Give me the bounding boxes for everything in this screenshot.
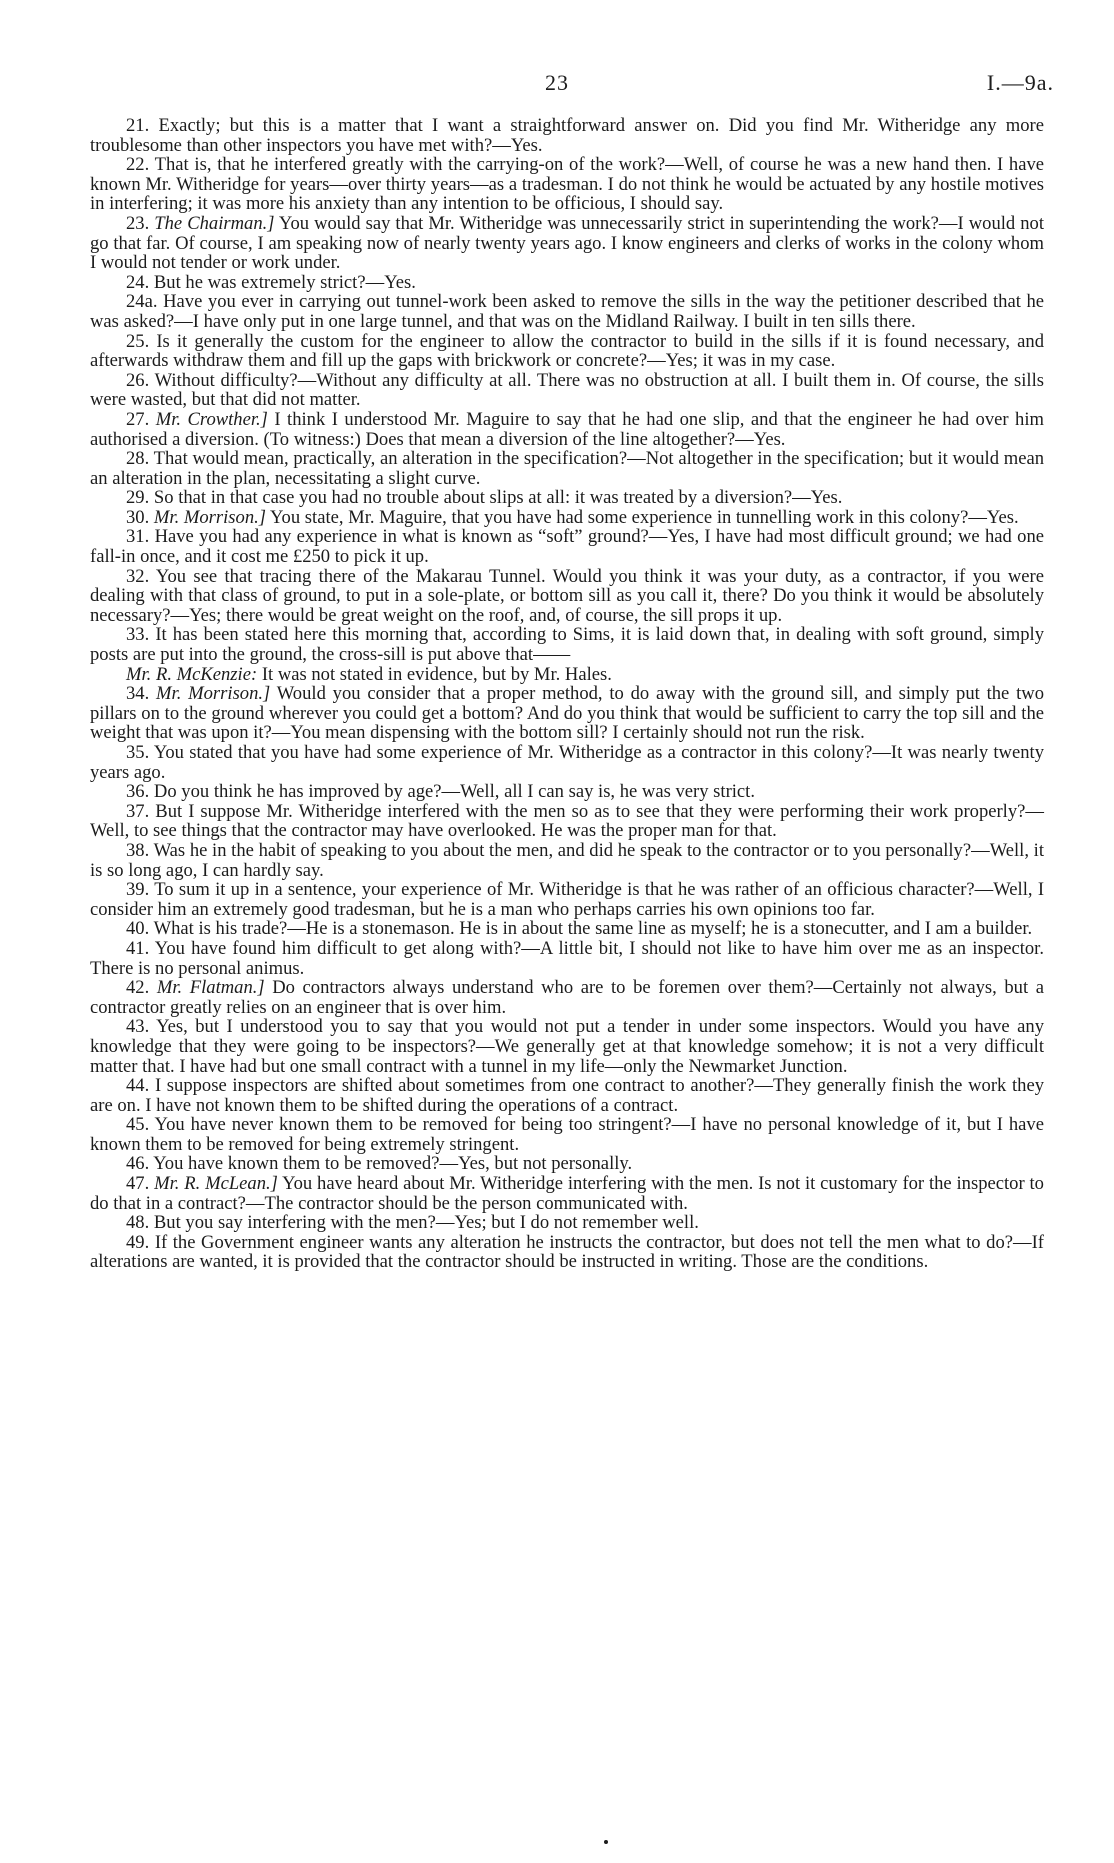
speaker-name: Mr. R. McKenzie:: [126, 663, 258, 685]
speaker-name: Mr. Morrison.]: [156, 683, 271, 705]
testimony-paragraph: [90, 116, 1044, 155]
paragraph-text: But you say interfering with the men?—Yes; but I do not remember well.: [153, 1212, 699, 1234]
question-number: 43.: [126, 1016, 150, 1038]
testimony-paragraph: [90, 371, 1044, 410]
question-number: 39.: [126, 879, 150, 901]
testimony-paragraph: [90, 625, 1044, 664]
speaker-name: Mr. Flatman.]: [156, 977, 265, 999]
paragraph-text: Yes, but I understood you to say that you would not put a tender in under some inspectors. Would you have any knowledge that they were going to be inspectors?—We generally get at that knowledge somehow; it is not a very difficult matter that. I have had but one small contract with a tunnel in my life—only the Newmarket Junction.: [90, 1016, 1044, 1077]
paragraph-text: Exactly; but this is a matter that I want a straightforward answer on. Did you find Mr. Witheridge any more troublesome than other inspectors you have met with?—Yes.: [90, 115, 1044, 156]
question-number: 45.: [126, 1114, 150, 1136]
paragraph-text: Have you ever in carrying out tunnel-work been asked to remove the sills in the way the petitioner described that he was asked?—I have only put in one large tunnel, and that was on the Midland Railway. I built in ten sills there.: [90, 291, 1044, 332]
paragraph-text: What is his trade?—He is a stonemason. He is in about the same line as myself; he is a stonecutter, and I am a builder.: [153, 918, 1033, 940]
testimony-paragraph: [90, 488, 1044, 508]
speaker-name: Mr. Crowther.]: [155, 408, 268, 430]
paragraph-text: Without difficulty?—Without any difficulty at all. There was no obstruction at all. I built them in. Of course, the sills were wasted, but that did not matter.: [90, 369, 1044, 411]
paragraph-text: You have known them to be removed?—Yes, but not personally.: [153, 1153, 633, 1175]
testimony-paragraph: [90, 1115, 1044, 1154]
question-number: 28.: [126, 448, 150, 470]
question-number: 27.: [126, 408, 150, 430]
paragraph-text: You have heard about Mr. Witheridge interfering with the men. Is not it customary for the inspector to do that in a contract?—The contractor should be the person communicated with.: [90, 1173, 1044, 1214]
question-number: 37.: [126, 800, 150, 822]
bottom-mark: [604, 1840, 608, 1844]
question-number: 32.: [126, 565, 150, 587]
speaker-name: Mr. Morrison.]: [153, 506, 267, 528]
paragraph-text: So that in that case you had no trouble about slips at all: it was treated by a diversion?—Yes.: [153, 487, 843, 509]
paragraph-text: That is, that he interfered greatly with the carrying-on of the work?—Well, of course he was a new hand then. I have known Mr. Witheridge for years—over thirty years—as a tradesman. I do not think he would be actuated by any hostile motives in interfering; it was more his anxiety than any intention to be officious, I should say.: [90, 154, 1044, 215]
testimony-paragraph: [90, 919, 1044, 939]
question-number: 34.: [126, 683, 150, 705]
paragraph-text: But he was extremely strict?—Yes.: [153, 271, 416, 293]
question-number: 47.: [126, 1173, 150, 1195]
paragraph-text: It was not stated in evidence, but by Mr. Hales.: [261, 663, 612, 685]
paragraph-text: Was he in the habit of speaking to you about the men, and did he speak to the contractor or to you personally?—Well, it is so long ago, I can hardly say.: [90, 839, 1045, 881]
question-number: 36.: [126, 781, 150, 803]
testimony-paragraph: [90, 155, 1044, 214]
testimony-paragraph: [90, 1154, 1044, 1174]
question-number: 26.: [126, 369, 150, 391]
paragraph-text: Would you consider that a proper method, to do away with the ground sill, and simply put the two pillars on to the ground wherever you could get a bottom? And do you think that would be sufficient to carry the top sill and the weight that was upon it?—You mean dispensing with the bottom sill? I certainly should not run the risk.: [90, 683, 1044, 744]
question-number: 22.: [126, 154, 150, 176]
testimony-paragraph: [90, 684, 1044, 743]
question-number: 25.: [126, 330, 150, 352]
paragraph-text: Do contractors always understand who are to be foremen over them?—Certainly not always, but a contractor greatly relies on an engineer that is over him.: [90, 977, 1044, 1018]
testimony-paragraph: [90, 214, 1044, 273]
paragraph-text: Have you had any experience in what is known as “soft” ground?—Yes, I have had most difficult ground; we had one fall-in once, and it cost me £250 to pick it up.: [90, 526, 1044, 568]
paragraph-text: Do you think he has improved by age?—Well, all I can say is, he was very strict.: [153, 781, 755, 803]
question-number: 35.: [126, 742, 150, 763]
paragraph-text: Is it generally the custom for the engineer to allow the contractor to build in the sills if it is found necessary, and afterwards withdraw them and fill up the gaps with brickwork or concrete?—Yes; it was in my case.: [90, 330, 1044, 372]
question-number: 40.: [126, 918, 150, 940]
paragraph-text: But I suppose Mr. Witheridge interfered with the men so as to see that they were performing their work properly?—Well, to see things that the contractor may have overlooked. He was the proper man for that.: [90, 800, 1044, 842]
testimony-paragraph: [90, 567, 1044, 626]
paragraph-text: You have found him difficult to get along with?—A little bit, I should not like to have him over me as an inspector. There is no personal animus.: [90, 937, 1044, 979]
question-number: 30.: [126, 506, 150, 528]
testimony-paragraph: [90, 880, 1044, 919]
testimony-paragraph: [90, 978, 1044, 1017]
question-number: 38.: [126, 839, 150, 861]
testimony-paragraph: [90, 508, 1044, 528]
paragraph-text: You state, Mr. Maguire, that you have had some experience in tunnelling work in this colony?—Yes.: [269, 506, 1019, 528]
question-number: 23.: [126, 212, 150, 234]
question-number: 24.: [126, 271, 150, 293]
paragraph-text: If the Government engineer wants any alteration he instructs the contractor, but does not tell the men what to do?—If alterations are wanted, it is provided that the contractor should be instructed in writing. Those are the conditions.: [90, 1231, 1044, 1273]
question-number: 21.: [126, 115, 150, 136]
testimony-paragraph: [90, 1076, 1044, 1115]
question-number: 33.: [126, 624, 150, 646]
testimony-paragraph: [90, 743, 1044, 782]
page-number: 23: [545, 70, 569, 95]
testimony-paragraph: [90, 292, 1044, 331]
question-number: 24a.: [126, 291, 158, 313]
testimony-paragraph: [90, 939, 1044, 978]
paragraph-text: That would mean, practically, an alteration in the specification?—Not altogether in the specification; but it would mean an alteration in the plan, necessitating a slight curve.: [90, 448, 1044, 489]
testimony-paragraph: [90, 449, 1044, 488]
paragraph-text: You see that tracing there of the Makarau Tunnel. Would you think it was your duty, as a contractor, if you were dealing with that class of ground, to put in a sole-plate, or bottom sill as you call it, there? Do you think it would be absolutely necessary?—Yes; there would be great weight on the roof, and, of course, the sill props it up.: [90, 565, 1044, 626]
testimony-paragraph: [90, 1233, 1044, 1272]
question-number: 31.: [126, 526, 150, 548]
document-reference: I.—9a.: [986, 70, 1054, 95]
paragraph-text: You have never known them to be removed for being too stringent?—I have no personal knowledge of it, but I have known them to be removed for being extremely stringent.: [90, 1114, 1044, 1155]
testimony-paragraph: [90, 1213, 1044, 1233]
testimony-paragraph: [90, 332, 1044, 371]
testimony-paragraph: [90, 802, 1044, 841]
paragraph-text: You would say that Mr. Witheridge was unnecessarily strict in superintending the work?—I would not go that far. Of course, I am speaking now of nearly twenty years ago. I know engineers and clerks of works in the colony whom I would not tender or work under.: [90, 212, 1045, 274]
question-number: 41.: [126, 937, 150, 959]
testimony-paragraph: [90, 410, 1044, 449]
paragraph-text: It has been stated here this morning that, according to Sims, it is laid down that, in dealing with soft ground, simply posts are put into the ground, the cross-sill is put above that——: [90, 624, 1044, 666]
testimony-body: [90, 116, 1044, 1272]
question-number: 29.: [126, 487, 150, 509]
speaker-name: Mr. R. McLean.]: [154, 1173, 278, 1195]
speaker-name: The Chairman.]: [154, 212, 275, 234]
question-number: 48.: [126, 1212, 150, 1234]
testimony-paragraph: [90, 1174, 1044, 1213]
testimony-paragraph: [90, 1017, 1044, 1076]
paragraph-text: To sum it up in a sentence, your experience of Mr. Witheridge is that he was rather of an officious character?—Well, I consider him an extremely good tradesman, but he is a man who perhaps carries his own opinions too far.: [90, 879, 1045, 920]
testimony-paragraph: [90, 273, 1044, 293]
question-number: 42.: [126, 977, 150, 999]
testimony-paragraph: [90, 527, 1044, 566]
paragraph-text: I think I understood Mr. Maguire to say that he had one slip, and that the engineer he had over him authorised a diversion. (To witness:) Does that mean a diversion of the line altogether?—Yes.: [90, 408, 1044, 450]
question-number: 46.: [126, 1153, 150, 1175]
testimony-paragraph: [90, 841, 1044, 880]
testimony-paragraph: [90, 665, 1044, 685]
paragraph-text: You stated that you have had some experience of Mr. Witheridge as a contractor in this colony?—It was nearly twenty years ago.: [90, 742, 1044, 783]
testimony-paragraph: [90, 782, 1044, 802]
question-number: 49.: [126, 1231, 150, 1253]
question-number: 44.: [126, 1075, 150, 1097]
paragraph-text: I suppose inspectors are shifted about sometimes from one contract to another?—They generally finish the work they are on. I have not known them to be shifted during the operations of a contract.: [90, 1075, 1044, 1116]
